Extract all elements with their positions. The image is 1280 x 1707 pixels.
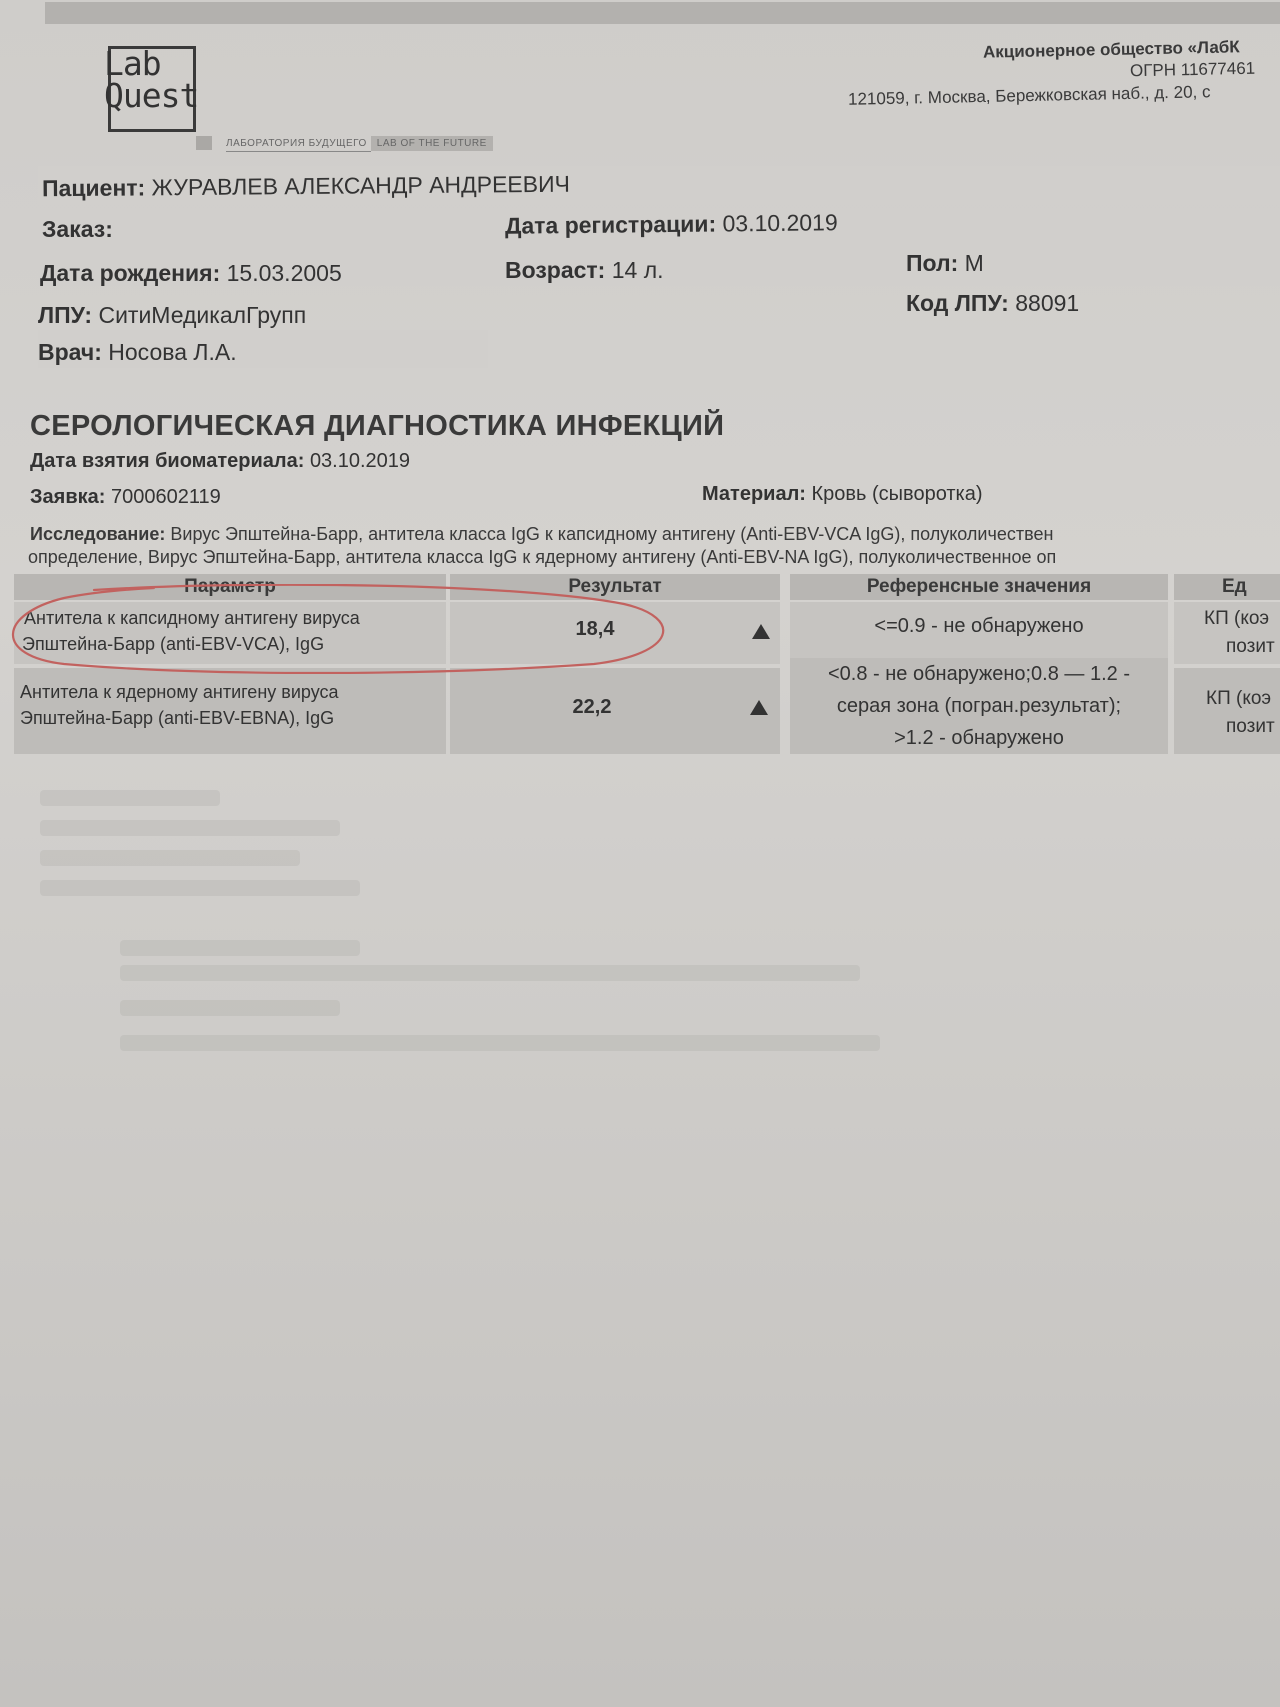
row1-param-cell [14, 602, 446, 664]
bleed-through-mark [120, 940, 360, 956]
row1-param-line1: Антитела к капсидному антигену вируса [24, 608, 360, 628]
patient-field: Пациент: ЖУРАВЛЕВ АЛЕКСАНДР АНДРЕЕВИЧ [41, 170, 570, 202]
row1-param-line2: Эпштейна-Барр (anti-EBV-VCA), IgG [22, 634, 325, 654]
order-field: Заказ: [42, 216, 113, 242]
sample-date-field: Дата взятия биоматериала: 03.10.2019 [30, 450, 411, 472]
row1-result-value: 18,4 [575, 618, 615, 640]
row2-param-line2: Эпштейна-Барр (anti-EBV-EBNA), IgG [20, 708, 335, 728]
material-field: Материал: Кровь (сыворотка) [702, 483, 983, 505]
row2-reference-line2: серая зона (погран.результат); [836, 695, 1122, 717]
bleed-through-mark [120, 1000, 340, 1016]
header-param: Параметр [14, 574, 446, 600]
row2-result-cell [450, 668, 780, 754]
bleed-through-mark [40, 850, 300, 866]
row2-unit-line2: позит [1226, 716, 1275, 737]
registration-date-field: Дата регистрации: 03.10.2019 [504, 209, 838, 239]
row2-result-value: 22,2 [572, 696, 612, 718]
header-unit: Ед [1174, 574, 1280, 600]
header-reference: Референсные значения [790, 574, 1168, 600]
logo-tagline: ЛАБОРАТОРИЯ БУДУЩЕГО LAB OF THE FUTURE [226, 136, 551, 151]
lpu-code-field: Код ЛПУ: 88091 [906, 290, 1080, 316]
bleed-through-mark [40, 790, 220, 806]
row1-result-cell [450, 602, 780, 664]
study-line-1: Исследование: Вирус Эпштейна-Барр, антитела класса IgG к капсидному антигену (Anti-EBV-VCA IgG), полуколичествен [30, 524, 1054, 544]
row2-unit-line1: КП (коэ [1206, 688, 1272, 709]
row1-unit-cell [1174, 602, 1280, 664]
company-ogrn: ОГРН 11677461 [1129, 58, 1256, 81]
bleed-through-mark [120, 965, 860, 981]
doctor-field: Врач: Носова Л.А. [38, 339, 237, 365]
request-field: Заявка: 7000602119 [30, 486, 221, 508]
lpu-field: ЛПУ: СитиМедикалГрупп [38, 302, 307, 328]
age-field: Возраст: 14 л. [505, 257, 664, 283]
study-line-2: определение, Вирус Эпштейна-Барр, антитела класса IgG к ядерному антигену (Anti-EBV-NA IgG), полуколичественное оп [28, 547, 1057, 567]
row1-unit-line2: позит [1226, 636, 1275, 657]
row2-param-cell [14, 668, 446, 754]
page-top-edge [45, 2, 1280, 24]
bleed-through-mark [40, 880, 360, 896]
row1-unit-line1: КП (коэ [1204, 608, 1270, 629]
row2-reference-line3: >1.2 - обнаружено [894, 727, 1064, 749]
logo-square [196, 136, 212, 150]
birth-date-field: Дата рождения: 15.03.2005 [40, 260, 342, 286]
header-result: Результат [450, 574, 780, 600]
row2-reference-line1: <0.8 - не обнаружено;0.8 — 1.2 - [827, 663, 1130, 685]
row2-reference-cell [790, 658, 1168, 754]
row2-unit-cell [1174, 668, 1280, 754]
logo-wordmark: Lab Quest [104, 44, 199, 115]
row1-reference-line1: <=0.9 - не обнаружено [874, 615, 1084, 637]
company-address: 121059, г. Москва, Бережковская наб., д. 20, с [847, 82, 1211, 109]
company-name: Акционерное общество «ЛабК [982, 37, 1240, 62]
section-title: СЕРОЛОГИЧЕСКАЯ ДИАГНОСТИКА ИНФЕКЦИЙ [30, 410, 725, 442]
row1-reference-cell [790, 602, 1168, 664]
sex-field: Пол: М [906, 250, 984, 276]
bleed-through-mark [120, 1035, 880, 1051]
row2-param-line1: Антитела к ядерному антигену вируса [20, 682, 339, 702]
row1-up-triangle-icon [752, 624, 770, 639]
bleed-through-mark [40, 820, 340, 836]
row2-up-triangle-icon [750, 700, 768, 715]
